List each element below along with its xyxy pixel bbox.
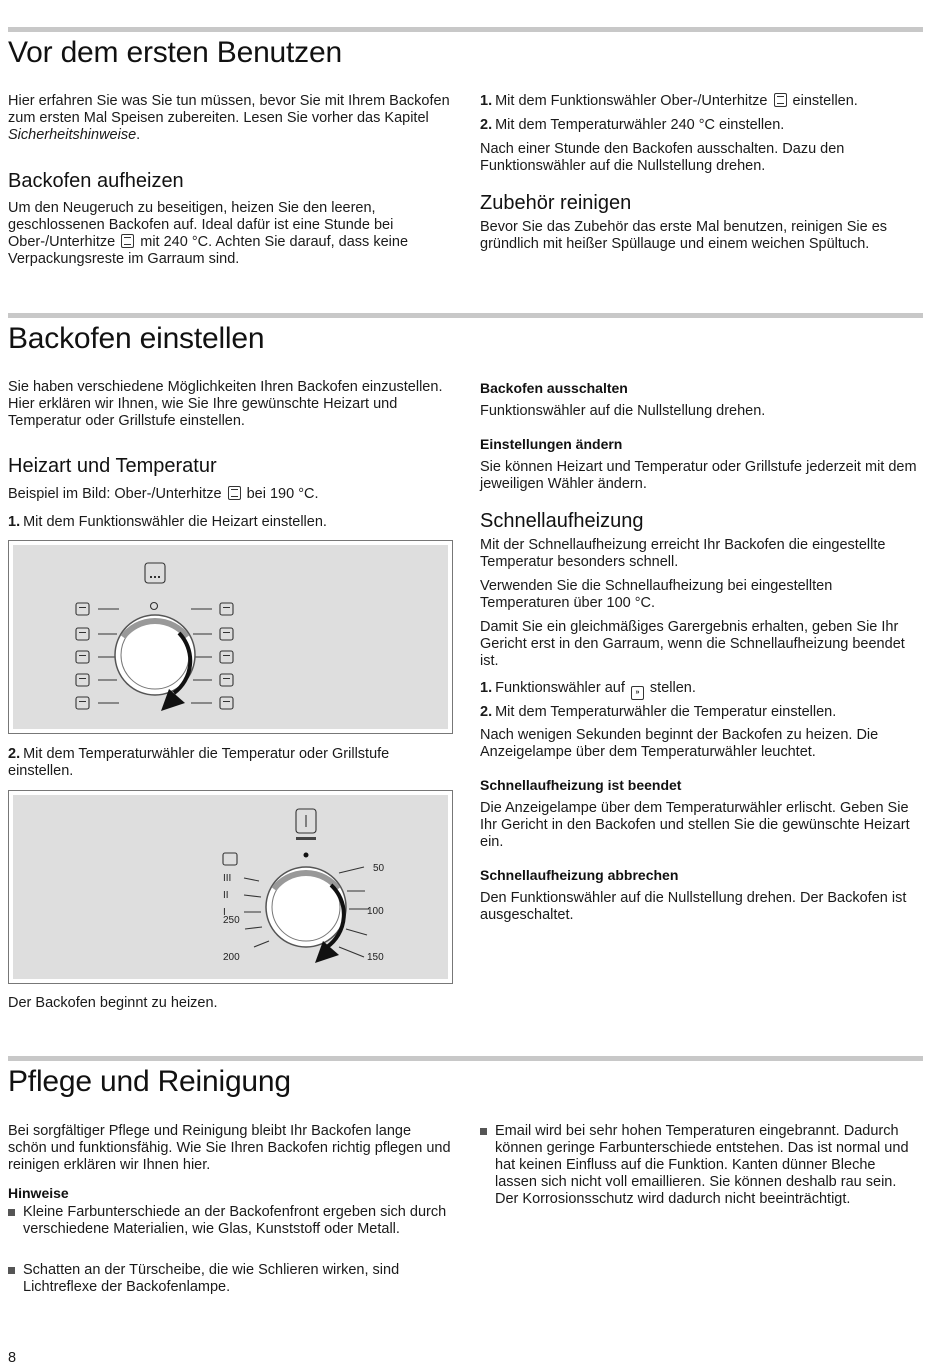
step-number: 2. bbox=[8, 746, 21, 762]
step-text-end: einstellen. bbox=[788, 93, 858, 109]
step-number: 1. bbox=[480, 93, 493, 109]
temp-250-label: 250 bbox=[223, 915, 240, 926]
example-text-end: bei 190 °C. bbox=[242, 486, 319, 502]
section-title: Pflege und Reinigung bbox=[8, 1065, 291, 1098]
section-title: Vor dem ersten Benutzen bbox=[8, 36, 342, 69]
fast-paragraph-3: Damit Sie ein gleichmäßiges Garergebnis erhalten, geben Sie Ihr Gericht erst in den Garraum, wenn die Schnellaufheizung beendet ist. bbox=[480, 619, 905, 669]
temp-50-label: 50 bbox=[373, 863, 385, 874]
step-1 bbox=[480, 93, 920, 110]
off-heading: Backofen ausschalten bbox=[480, 380, 628, 396]
step-text: Funktionswähler auf bbox=[495, 680, 629, 696]
heat-paragraph bbox=[8, 200, 453, 268]
abort-heading: Schnellaufheizung abbrechen bbox=[480, 867, 679, 883]
grill-level-2-label: II bbox=[223, 890, 229, 901]
change-paragraph: Sie können Heizart und Temperatur oder Grillstufe jederzeit mit dem jeweiligen Wähler ändern. bbox=[480, 459, 917, 492]
bullet-icon bbox=[8, 1267, 15, 1274]
temp-150-label: 150 bbox=[367, 952, 384, 963]
step-text: Mit dem Temperaturwähler die Temperatur oder Grillstufe einstellen. bbox=[8, 746, 390, 779]
list-item bbox=[480, 1123, 920, 1208]
list-item bbox=[8, 1204, 453, 1238]
subsection-title: Backofen aufheizen bbox=[8, 170, 184, 192]
subsection-title: Heizart und Temperatur bbox=[8, 455, 217, 477]
accessory-paragraph: Bevor Sie das Zubehör das erste Mal benutzen, reinigen Sie es gründlich mit heißer Spüllauge und einem weichen Spültuch. bbox=[480, 219, 888, 252]
subsection-title: Schnellaufheizung bbox=[480, 510, 644, 532]
page-number: 8 bbox=[8, 1350, 17, 1366]
list-item-text: Email wird bei sehr hohen Temperaturen eingebrannt. Dadurch können geringe Farbunterschiede entstehen. Das ist normal und hat keinen Einfluss auf die Funktion. Kanten dünner Bleche lassen sich nicht voll emaillieren. Sie können deshalb rau sein. Der Korrosionsschutz wird dadurch nicht beeinträchtigt. bbox=[495, 1123, 909, 1207]
list-item-text: Kleine Farbunterschiede an der Backofenfront ergeben sich durch verschiedene Materialien, wie Glas, Kunststoff oder Metall. bbox=[23, 1204, 447, 1237]
temperature-selector-drawing bbox=[9, 791, 452, 983]
step-text: Mit dem Temperaturwähler die Temperatur einstellen. bbox=[495, 704, 837, 720]
intro-paragraph: Bei sorgfältiger Pflege und Reinigung bleibt Ihr Backofen lange schön und funktionsfähig. Wie Sie Ihren Backofen richtig pflegen und reinigen erklären wir Ihnen hier. bbox=[8, 1123, 451, 1173]
change-heading: Einstellungen ändern bbox=[480, 436, 623, 452]
abort-paragraph: Den Funktionswähler auf die Nullstellung drehen. Der Backofen ist ausgeschaltet. bbox=[480, 890, 907, 923]
heat-text: Um den Neugeruch zu beseitigen, heizen Sie den leeren, geschlossenen Backofen auf. Ideal dafür ist eine Stunde bei Ober-/Unterhitze bbox=[8, 200, 394, 250]
fast-preheat-icon: » bbox=[631, 686, 644, 700]
example-text: Beispiel im Bild: Ober-/Unterhitze bbox=[8, 486, 226, 502]
top-bottom-heat-icon bbox=[121, 234, 134, 248]
step-text: Mit dem Temperaturwähler 240 °C einstellen. bbox=[495, 117, 785, 133]
off-paragraph: Funktionswähler auf die Nullstellung drehen. bbox=[480, 403, 766, 419]
top-bottom-heat-icon bbox=[228, 486, 241, 500]
intro-text-end: . bbox=[136, 127, 141, 143]
fast-step-2 bbox=[480, 704, 920, 721]
step-number: 1. bbox=[480, 680, 493, 696]
done-heading: Schnellaufheizung ist beendet bbox=[480, 777, 682, 793]
list-item bbox=[8, 1262, 453, 1296]
section-rule bbox=[8, 1056, 923, 1061]
bullet-icon bbox=[8, 1209, 15, 1216]
after-paragraph: Nach einer Stunde den Backofen ausschalten. Dazu den Funktionswähler auf die Nullstellung drehen. bbox=[480, 141, 845, 174]
list-item-text: Schatten an der Türscheibe, die wie Schlieren wirken, sind Lichtreflexe der Backofenlampe. bbox=[23, 1262, 400, 1295]
intro-paragraph: Sie haben verschiedene Möglichkeiten Ihren Backofen einzustellen. Hier erklären wir Ihnen, wie Sie Ihre gewünschte Heizart und Temperatur oder Grillstufe einstellen. bbox=[8, 379, 443, 429]
step-text: Mit dem Funktionswähler die Heizart einstellen. bbox=[23, 514, 327, 530]
function-selector-figure bbox=[8, 540, 453, 734]
done-paragraph: Die Anzeigelampe über dem Temperaturwähler erlischt. Geben Sie Ihr Gericht in den Backofen und stellen Sie die gewünschte Heizart ein. bbox=[480, 800, 910, 850]
starts-paragraph: Der Backofen beginnt zu heizen. bbox=[8, 995, 218, 1011]
section-rule bbox=[8, 313, 923, 318]
fast-paragraph-2: Verwenden Sie die Schnellaufheizung bei eingestellten Temperaturen über 100 °C. bbox=[480, 578, 833, 611]
grill-level-3-label: III bbox=[223, 873, 232, 884]
temp-200-label: 200 bbox=[223, 952, 240, 963]
function-selector-drawing bbox=[9, 541, 452, 733]
step-text: Mit dem Funktionswähler Ober-/Unterhitze bbox=[495, 93, 772, 109]
bullet-icon bbox=[480, 1128, 487, 1135]
step-2 bbox=[8, 746, 453, 780]
fast-step-1 bbox=[480, 680, 920, 700]
temp-100-label: 100 bbox=[367, 906, 384, 917]
notes-heading: Hinweise bbox=[8, 1185, 69, 1201]
fast-paragraph-1: Mit der Schnellaufheizung erreicht Ihr Backofen die eingestellte Temperatur besonders schnell. bbox=[480, 537, 886, 570]
heat-text-end: mit 240 °C. Achten Sie darauf, dass keine Verpackungsreste im Garraum sind. bbox=[8, 234, 409, 267]
step-number: 1. bbox=[8, 514, 21, 530]
step-1 bbox=[8, 514, 453, 531]
intro-text: Hier erfahren Sie was Sie tun müssen, bevor Sie mit Ihrem Backofen zum ersten Mal Speisen zubereiten. Lesen Sie vorher das Kapitel bbox=[8, 93, 450, 126]
step-text-end: stellen. bbox=[645, 680, 696, 696]
intro-paragraph bbox=[8, 93, 453, 144]
top-bottom-heat-icon bbox=[774, 93, 787, 107]
fast-after-paragraph: Nach wenigen Sekunden beginnt der Backofen zu heizen. Die Anzeigelampe über dem Temperaturwähler leuchtet. bbox=[480, 727, 879, 760]
subsection-title: Zubehör reinigen bbox=[480, 192, 632, 214]
grill-level-1-label: I bbox=[223, 907, 226, 918]
section-rule bbox=[8, 27, 923, 32]
temperature-selector-figure bbox=[8, 790, 453, 984]
section-title: Backofen einstellen bbox=[8, 322, 265, 355]
intro-emphasis: Sicherheitshinweise bbox=[8, 127, 137, 143]
example-paragraph bbox=[8, 486, 453, 503]
step-number: 2. bbox=[480, 117, 493, 133]
step-number: 2. bbox=[480, 704, 493, 720]
step-2 bbox=[480, 117, 920, 134]
